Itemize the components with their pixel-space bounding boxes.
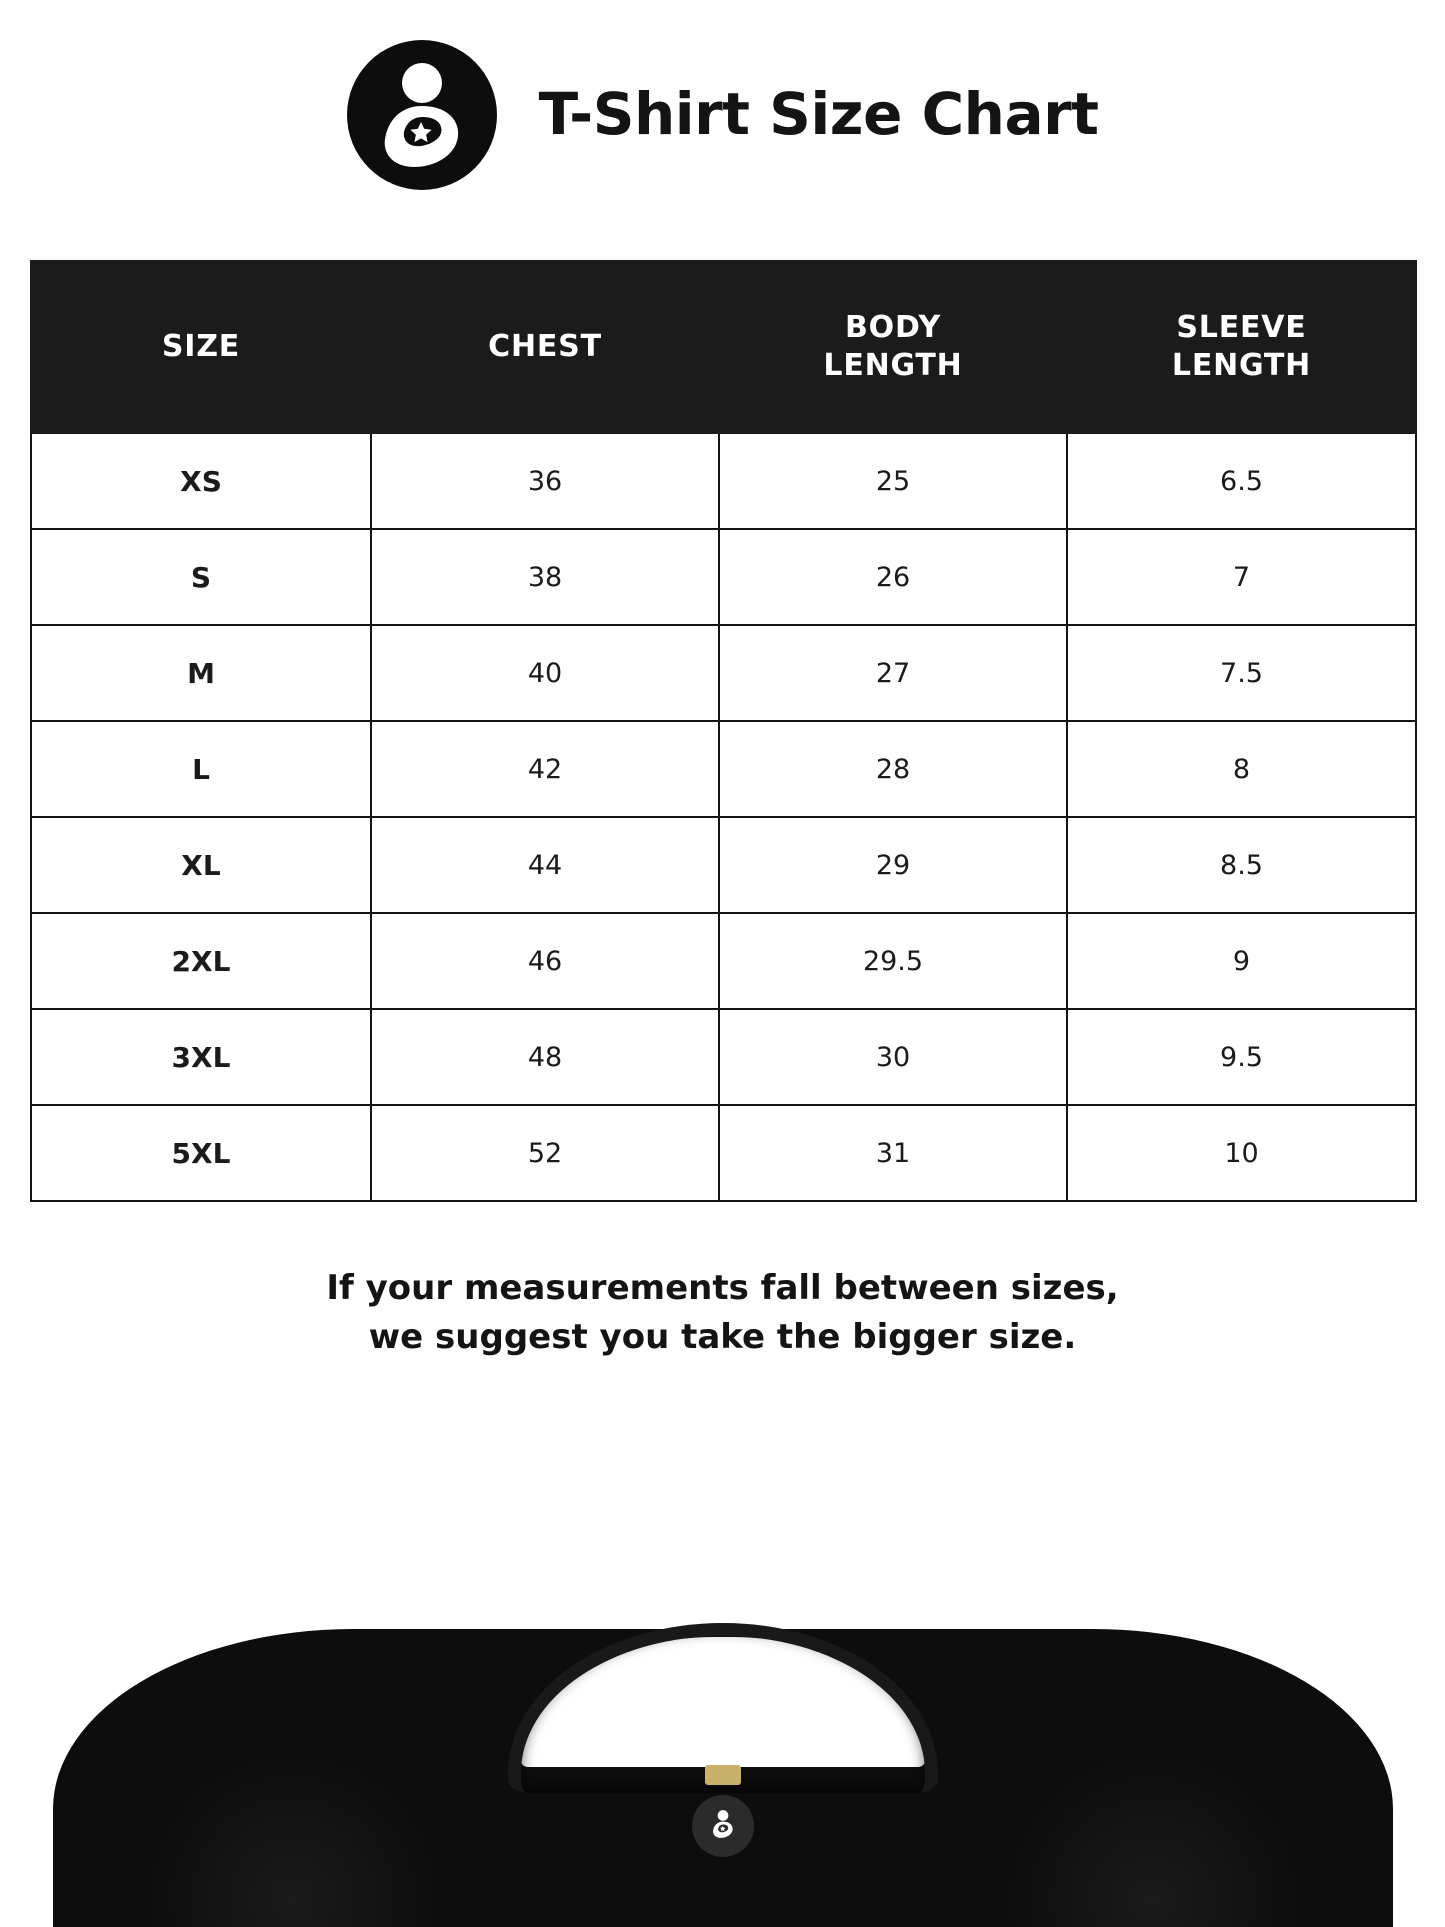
table-row: [31, 913, 1416, 1009]
column-header-sleeve-length: [1067, 261, 1416, 433]
column-header-sleeve-length-line1: SLEEVE: [1176, 309, 1307, 345]
column-header-size-line1: SIZE: [161, 328, 241, 364]
cell-chest: 52: [371, 1105, 719, 1201]
cell-chest: 38: [371, 529, 719, 625]
mother-and-child-logo-icon: [347, 40, 497, 190]
page-title: T-Shirt Size Chart: [538, 80, 1099, 149]
cell-chest: 42: [371, 721, 719, 817]
cell-chest: 36: [371, 433, 719, 529]
cell-sleeve-length: 9.5: [1067, 1009, 1416, 1105]
column-header-size: [31, 261, 371, 433]
sizing-note-line1: If your measurements fall between sizes,: [326, 1268, 1119, 1308]
cell-size: 2XL: [31, 913, 371, 1009]
cell-sleeve-length: 7: [1067, 529, 1416, 625]
table-row: [31, 817, 1416, 913]
cell-size: L: [31, 721, 371, 817]
cell-sleeve-length: 8: [1067, 721, 1416, 817]
cell-body-length: 27: [719, 625, 1067, 721]
cell-sleeve-length: 7.5: [1067, 625, 1416, 721]
table-header-row: [31, 261, 1416, 433]
column-header-body-length: [719, 261, 1067, 433]
cell-body-length: 30: [719, 1009, 1067, 1105]
cell-size: XL: [31, 817, 371, 913]
sizing-note: [173, 1264, 1273, 1363]
table-body: [31, 433, 1416, 1201]
column-header-body-length-line1: BODY: [844, 309, 941, 345]
cell-size: 3XL: [31, 1009, 371, 1105]
mother-and-child-logo-icon: [703, 1804, 743, 1848]
cell-body-length: 26: [719, 529, 1067, 625]
size-chart-table-wrapper: [30, 260, 1415, 1202]
table-row: [31, 433, 1416, 529]
cell-chest: 44: [371, 817, 719, 913]
cell-sleeve-length: 8.5: [1067, 817, 1416, 913]
column-header-chest-line1: CHEST: [488, 328, 602, 364]
cell-body-length: 29.5: [719, 913, 1067, 1009]
cell-body-length: 28: [719, 721, 1067, 817]
cell-sleeve-length: 10: [1067, 1105, 1416, 1201]
column-header-body-length-line2: LENGTH: [823, 348, 963, 383]
tshirt-brand-badge: [692, 1795, 754, 1857]
tshirt-neck-tag: [705, 1765, 741, 1785]
cell-body-length: 25: [719, 433, 1067, 529]
table-row: [31, 721, 1416, 817]
tshirt-highlight-left: [143, 1749, 443, 1927]
cell-size: 5XL: [31, 1105, 371, 1201]
column-header-sleeve-length-line2: LENGTH: [1171, 348, 1312, 383]
cell-size: XS: [31, 433, 371, 529]
cell-chest: 46: [371, 913, 719, 1009]
cell-sleeve-length: 6.5: [1067, 433, 1416, 529]
cell-chest: 40: [371, 625, 719, 721]
cell-size: M: [31, 625, 371, 721]
table-row: [31, 529, 1416, 625]
tshirt-photo: [0, 1597, 1445, 1927]
sizing-note-line2: we suggest you take the bigger size.: [368, 1317, 1077, 1358]
cell-body-length: 29: [719, 817, 1067, 913]
cell-size: S: [31, 529, 371, 625]
table-row: [31, 625, 1416, 721]
page-header: [0, 0, 1445, 210]
cell-chest: 48: [371, 1009, 719, 1105]
table-row: [31, 1105, 1416, 1201]
column-header-chest: [371, 261, 719, 433]
size-chart-table: [30, 260, 1417, 1202]
table-row: [31, 1009, 1416, 1105]
cell-sleeve-length: 9: [1067, 913, 1416, 1009]
tshirt-highlight-right: [1003, 1749, 1303, 1927]
cell-body-length: 31: [719, 1105, 1067, 1201]
